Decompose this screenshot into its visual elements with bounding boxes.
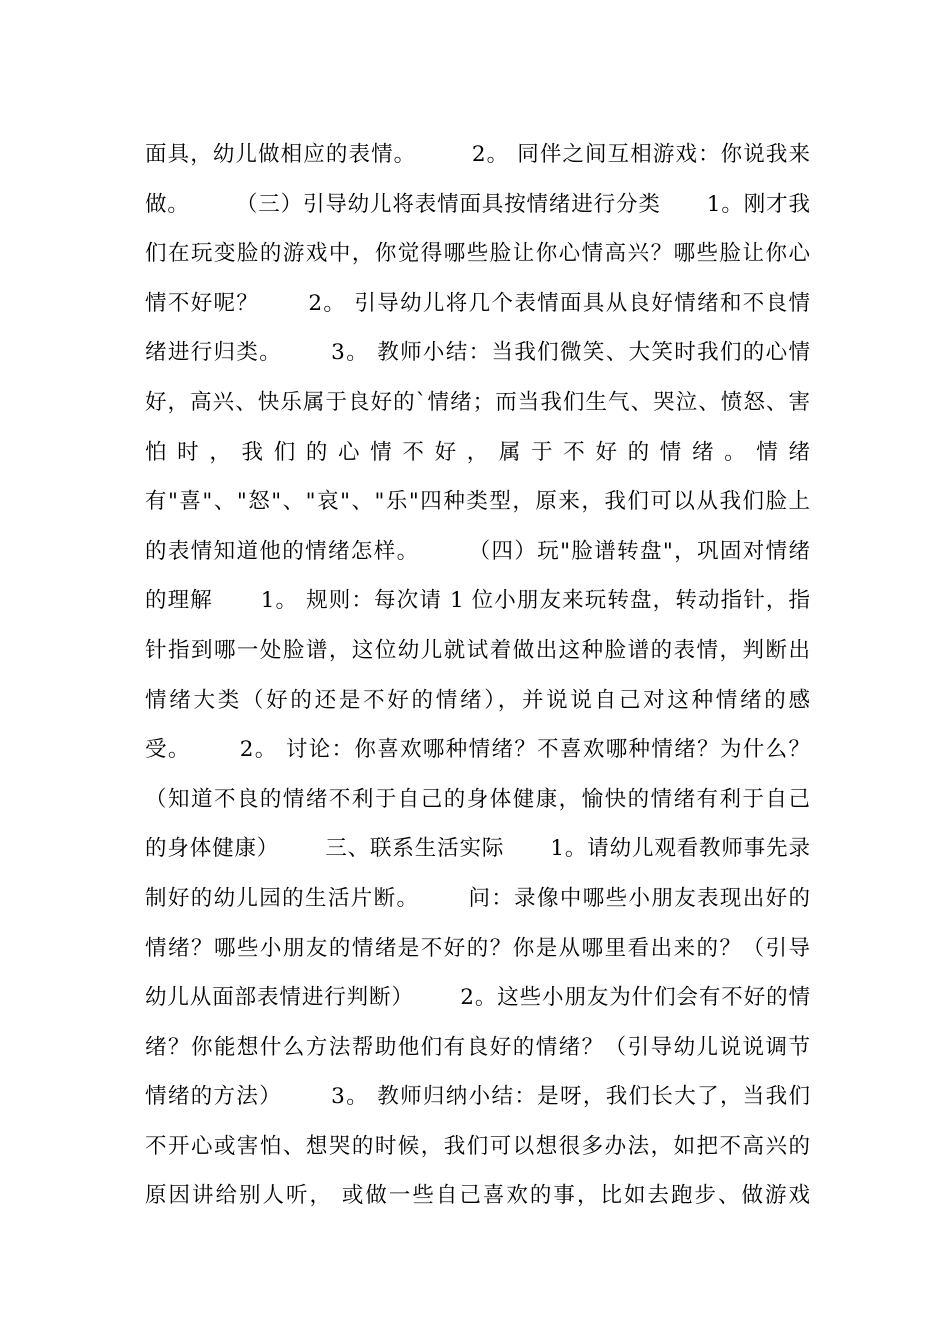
text-line: 情绪？哪些小朋友的情绪是不好的？你是从哪里看出来的？（引导: [145, 935, 810, 961]
text-line: 的表情知道他的情绪怎样。 （四）玩"脸谱转盘"，巩固对情绪: [145, 538, 810, 564]
body-text: [145, 130, 810, 1221]
text-line: 受。 2。 讨论：你喜欢哪种情绪？不喜欢哪种情绪？为什么？: [145, 737, 810, 763]
text-line: 们在玩变脸的游戏中，你觉得哪些脸让你心情高兴？哪些脸让你心: [145, 241, 810, 267]
text-line: （知道不良的情绪不利于自己的身体健康，愉快的情绪有利于自己: [145, 786, 810, 812]
text-line: 绪进行归类。 3。 教师小结：当我们微笑、大笑时我们的心情: [145, 340, 810, 366]
text-line: 情不好呢？ 2。 引导幼儿将几个表情面具从良好情绪和不良情: [145, 290, 810, 316]
text-line: 有"喜"、"怒"、"哀"、"乐"四种类型，原来，我们可以从我们脸上: [145, 489, 810, 515]
text-line: 怕时，我们的心情不好，属于不好的情绪。情绪: [145, 439, 810, 465]
text-line: 原因讲给别人听， 或做一些自己喜欢的事，比如去跑步、做游戏: [145, 1183, 810, 1209]
text-line: 绪？你能想什么方法帮助他们有良好的情绪？（引导幼儿说说调节: [145, 1034, 810, 1060]
text-line: 情绪的方法） 3。 教师归纳小结：是呀，我们长大了，当我们: [145, 1084, 810, 1110]
text-line: 幼儿从面部表情进行判断） 2。这些小朋友为什们会有不好的情: [145, 985, 810, 1011]
text-line: 的理解 1。 规则：每次请 1 位小朋友来玩转盘，转动指针，指: [145, 588, 810, 614]
text-line: 的身体健康） 三、联系生活实际 1。请幼儿观看教师事先录: [145, 836, 810, 862]
text-line: 好，高兴、快乐属于良好的`情绪；而当我们生气、哭泣、愤怒、害: [145, 389, 810, 415]
text-line: 制好的幼儿园的生活片断。 问：录像中哪些小朋友表现出好的: [145, 885, 810, 911]
text-line: 针指到哪一处脸谱，这位幼儿就试着做出这种脸谱的表情，判断出: [145, 637, 810, 663]
text-line: 情绪大类（好的还是不好的情绪），并说说自己对这种情绪的感: [145, 687, 810, 713]
text-line: 做。 （三）引导幼儿将表情面具按情绪进行分类 1。刚才我: [145, 191, 810, 217]
text-line: 不开心或害怕、想哭的时候，我们可以想很多办法，如把不高兴的: [145, 1133, 810, 1159]
text-line: 面具，幼儿做相应的表情。 2。 同伴之间互相游戏：你说我来: [145, 142, 810, 167]
